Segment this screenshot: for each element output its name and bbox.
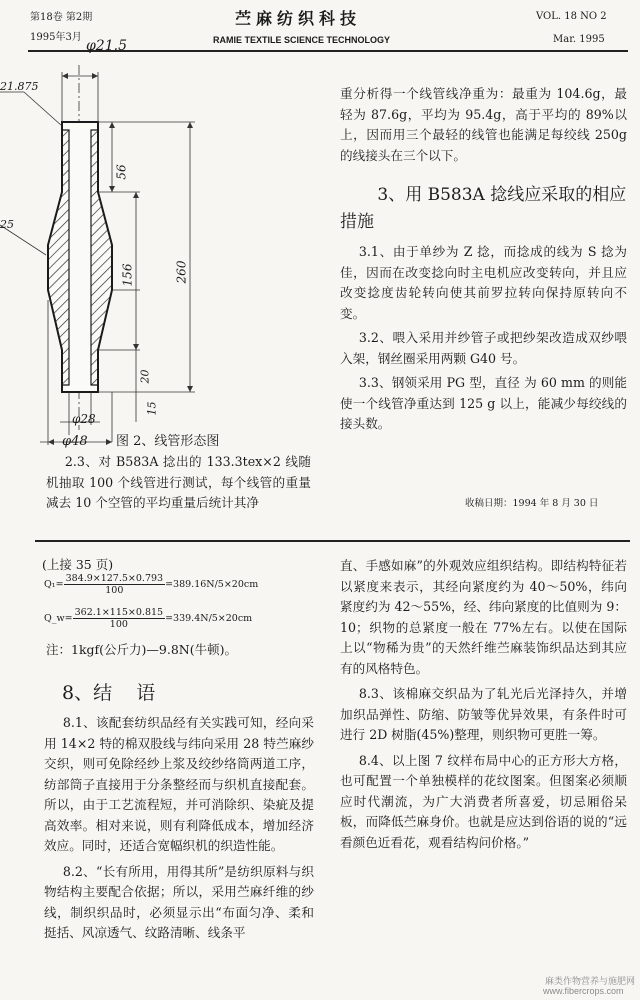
formula-q1 bbox=[44, 573, 258, 596]
journal-date: 1995年3月 bbox=[30, 32, 82, 43]
left-wall-hatch bbox=[48, 130, 69, 385]
formula-q1-rhs: =389.16N/5×20cm bbox=[165, 579, 259, 590]
dim-outer-diameter: φ48 bbox=[62, 434, 88, 449]
formula-qw bbox=[44, 607, 252, 630]
received-date: 收稿日期：1994 年 8 月 30 日 bbox=[465, 498, 599, 509]
formula-qw-numerator: 362.1×115×0.815 bbox=[74, 607, 164, 618]
right-wall-hatch bbox=[91, 130, 112, 385]
paragraph-8-4: 8.4、以上图 7 纹样布局中心的正方形大方格，也可配置一个单独模样的花纹图案。但图案必须顺应时代潮流，为广大消费者所喜爱，切忌厢俗呆板，而降低苎麻身价。也就是应达到俗语的说的“远看颜色近看花，观看结构问价格。” bbox=[340, 752, 627, 850]
dim-left-top: 21.875 bbox=[0, 80, 39, 93]
continued-note: (上接 35 页) bbox=[42, 557, 114, 572]
figure-caption: 图 2、线管形态图 bbox=[116, 434, 220, 449]
section-8-heading: 8、结 语 bbox=[62, 682, 156, 704]
journal-date-en: Mar. 1995 bbox=[553, 34, 605, 45]
dim-top-diameter: φ21.5 bbox=[86, 38, 127, 54]
paragraph-3-1: 3.1、由于单纱为 Z 捻，而捻成的线为 S 捻为佳，因而在改变捻向时主电机应改变转向，并且应改变捻度齿轮转向使其前罗拉转向保持原转向不变。 bbox=[340, 244, 627, 321]
section-8-left-body bbox=[44, 713, 314, 944]
unit-note: 注：1kgf(公斤力)—9.8N(牛顿)。 bbox=[46, 642, 237, 657]
formula-q1-lhs: Q₁= bbox=[44, 579, 64, 590]
bobbin-drawing bbox=[0, 50, 330, 450]
dim-inner-diameter: φ28 bbox=[72, 412, 96, 426]
weight-analysis-para: 重分析得一个线管线净重为：最重为 104.6g，最轻为 87.6g，平均为 95.4g，高于平均的 89%以上，因而用三个最轻的线管也能满足每绞线 250g 的线接头在三个以下。 bbox=[340, 86, 627, 163]
journal-title-en: RAMIE TEXTILE SCIENCE TECHNOLOGY bbox=[213, 35, 391, 45]
watermark-url: www.fibercrops.com bbox=[543, 986, 624, 996]
dim-56: 56 bbox=[114, 164, 129, 180]
dim-156: 156 bbox=[120, 263, 135, 287]
weight-analysis-text bbox=[340, 84, 627, 166]
paragraph-8-3: 8.3、该棉麻交织品为了轧光后光泽持久，并增加织品弹性、防缩、防皱等优异效果，有条件时可进行 2D 树脂(45%)整理，则织物可更胜一筹。 bbox=[340, 686, 627, 742]
journal-volume: 第18卷 第2期 bbox=[30, 12, 93, 23]
formula-qw-rhs: =339.4N/5×20cm bbox=[165, 613, 253, 624]
formula-qw-lhs: Q_w= bbox=[44, 613, 73, 624]
section-8-right-body bbox=[340, 556, 627, 853]
section-3-body bbox=[340, 242, 627, 435]
paragraph-8-2: 8.2、“长有所用，用得其所”是纺织原料与织物结构主要配合依据；所以，采用苎麻纤维的纱线，制织织品时，必须显示出“布面匀净、柔和挺括、风凉透气、纹路清晰、线条平 bbox=[44, 863, 314, 940]
formula-q1-numerator: 384.9×127.5×0.793 bbox=[65, 573, 164, 584]
paragraph-3-2: 3.2、喂入采用并纱管子或把纱架改造成双纱喂入架，钢丝圈采用两颗 G40 号。 bbox=[340, 330, 627, 366]
dim-260: 260 bbox=[174, 260, 189, 284]
formula-qw-denominator: 100 bbox=[109, 619, 128, 630]
section-divider bbox=[35, 540, 630, 542]
paragraph-2-3 bbox=[46, 452, 311, 514]
section-3-heading: 3、用 B583A 捻线应采取的相应措施 bbox=[340, 185, 627, 232]
paragraph-2-3-text: 2.3、对 B583A 捻出的 133.3tex×2 线随机抽取 100 个线管进行测试，每个线管的重量减去 10 个空管的平均重量后统计其净 bbox=[46, 454, 311, 510]
formula-q1-denominator: 100 bbox=[105, 585, 124, 596]
paragraph-8-1: 8.1、该配套纺织品经有关实践可知，经向采用 14×2 特的棉双股线与纬向采用 28 特苎麻纱交织，则可免除经纱上浆及绞纱络筒两道工序，纺部筒子直接用于分条整经而与织机直接配套。所以，由于工艺流程短，并可消除织、染疵及提高效率。相对来说，则有利降低成本，增加经济效应。同时，还适合宽幅织机的织造性能。 bbox=[44, 715, 314, 853]
journal-volume-en: VOL. 18 NO 2 bbox=[536, 11, 607, 22]
paragraph-3-3: 3.3、钢领采用 PG 型，直径 为 60 mm 的则能使一个线管净重达到 125 g 以上，能减少每绞线的接头数。 bbox=[340, 375, 627, 431]
watermark-cn: 麻类作物营养与施肥网 bbox=[545, 976, 636, 986]
dim-20: 20 bbox=[138, 369, 152, 384]
dim-15: 15 bbox=[145, 401, 159, 416]
paragraph-8-2-cont: 直、手感如麻”的外观效应组织结构。即结构特征若以紧度来表示，其经向紧度约为 40～50%，纬向紧度约为 42～55%，经、纬向紧度的比值则为 9：10；织物的总紧度一般在 77%左右。以使在国际上以“物稀为贵”的天然纤维苎麻装饰织品达到其应有的风格特色。 bbox=[340, 558, 627, 676]
dim-left-mid: 25 bbox=[0, 218, 14, 231]
journal-title-cn: 苎麻纺织科技 bbox=[235, 9, 362, 28]
